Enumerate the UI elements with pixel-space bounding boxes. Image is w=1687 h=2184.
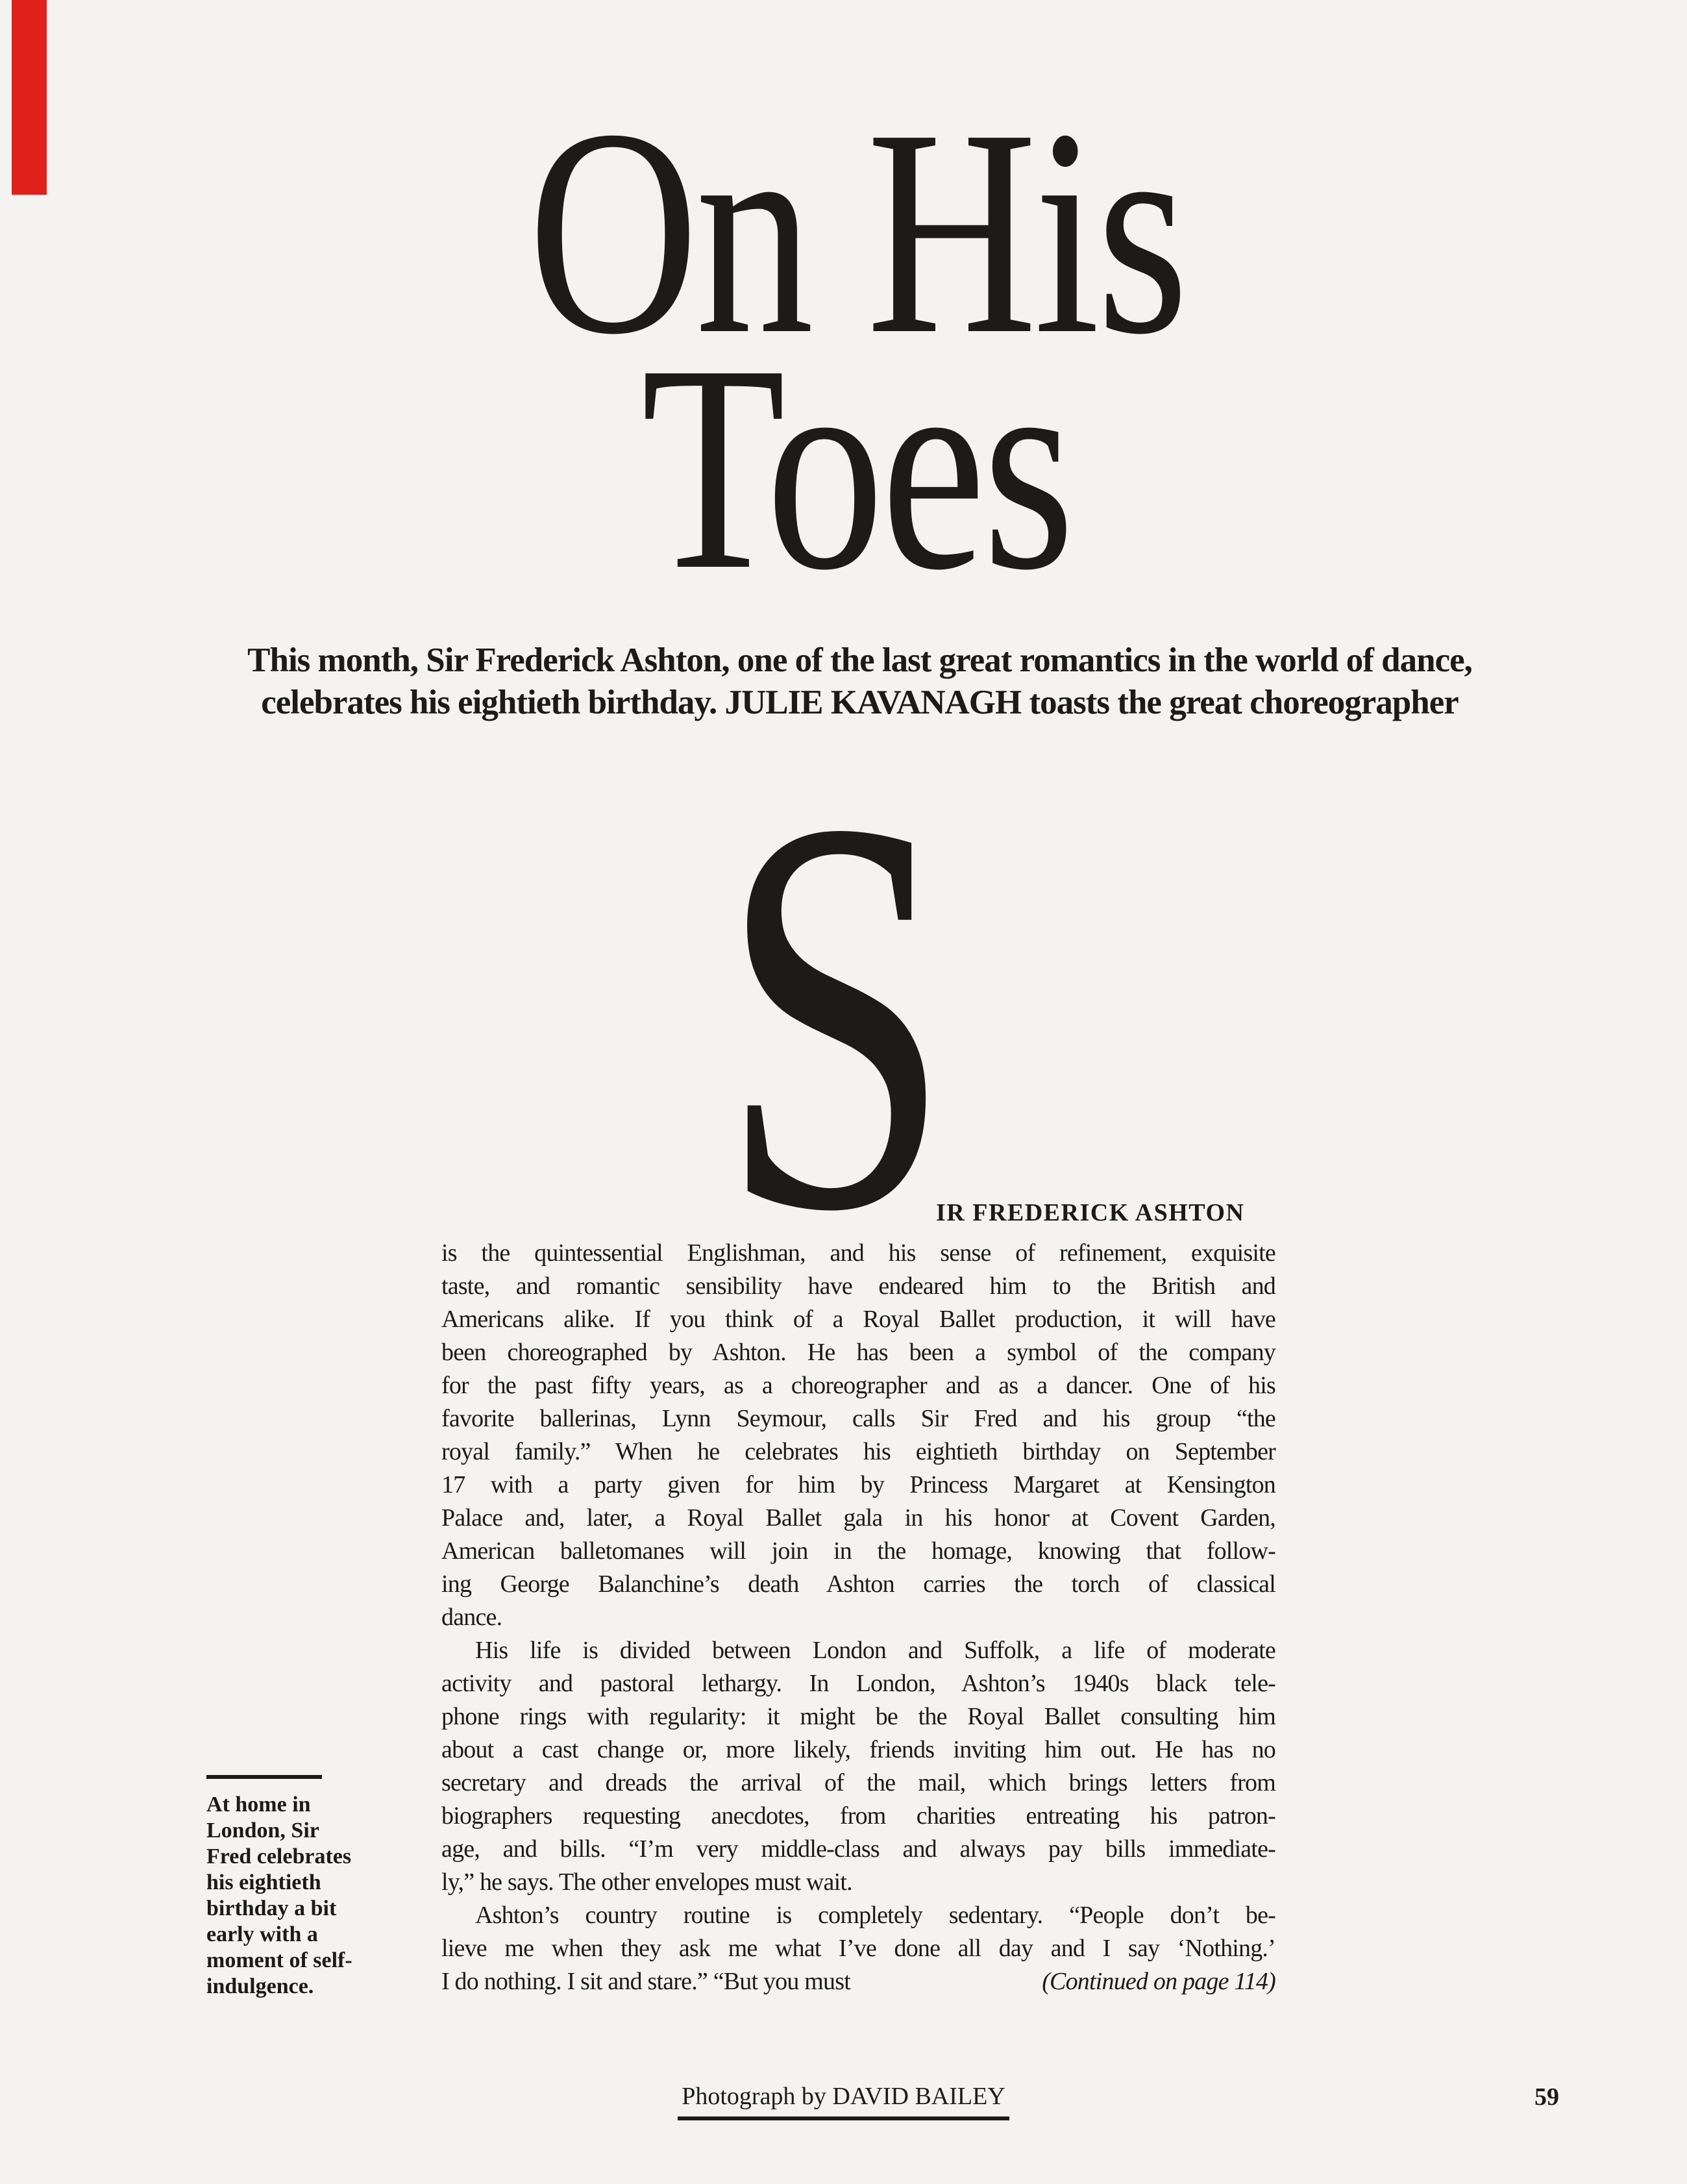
body-line: Palace and, later, a Royal Ballet gala in his honor at Covent Garden, xyxy=(441,1504,1275,1532)
headline-line-1-text: On His xyxy=(528,69,1185,395)
body-line-last xyxy=(441,1965,1275,1998)
body-line-last-text: I do nothing. I sit and stare.” “But you must xyxy=(441,1968,850,1995)
caption-line: At home in xyxy=(206,1793,311,1817)
body-line: Americans alike. If you think of a Royal Ballet production, it will have xyxy=(441,1306,1275,1333)
body-line: biographers requesting anecdotes, from charities entreating his patron- xyxy=(441,1802,1275,1830)
body-line: ly,” he says. The other envelopes must wait. xyxy=(441,1868,852,1896)
caption-rule xyxy=(206,1775,322,1779)
drop-cap-letter: S xyxy=(719,702,952,1328)
body-line: American balletomanes will join in the homage, knowing that follow- xyxy=(441,1537,1275,1565)
body-line: been choreographed by Ashton. He has been a symbol of the company xyxy=(441,1339,1275,1366)
caption-line: early with a xyxy=(206,1922,318,1946)
caption-line: his eightieth xyxy=(206,1870,321,1894)
body-line: for the past fifty years, as a choreographer and as a dancer. One of his xyxy=(441,1372,1275,1399)
body-line: lieve me when they ask me what I’ve done all day and I say ‘Nothing.’ xyxy=(441,1935,1275,1962)
caption-line: birthday a bit xyxy=(206,1896,337,1920)
body-line: phone rings with regularity: it might be the Royal Ballet consulting him xyxy=(441,1703,1275,1730)
body-line: about a cast change or, more likely, friends inviting him out. He has no xyxy=(441,1736,1275,1763)
photo-credit: Photograph by DAVID BAILEY xyxy=(678,2084,1009,2120)
body-line: His life is divided between London and Suffolk, a life of moderate xyxy=(475,1637,1275,1664)
body-line: taste, and romantic sensibility have endeared him to the British and xyxy=(441,1272,1275,1300)
body-line: activity and pastoral lethargy. In London, Ashton’s 1940s black tele- xyxy=(441,1670,1275,1697)
footer xyxy=(0,2084,1687,2120)
deck-line-1: This month, Sir Frederick Ashton, one of the last great romantics in the world of dance, xyxy=(247,641,1472,679)
body-line: Ashton’s country routine is completely sedentary. “People don’t be- xyxy=(475,1902,1275,1929)
headline-line-2-text: Toes xyxy=(641,304,1072,631)
headline-line-2 xyxy=(26,304,1687,631)
body-line: 17 with a party given for him by Princess Margaret at Kensington xyxy=(441,1471,1275,1498)
page-number: 59 xyxy=(1534,2083,1559,2111)
body-line: age, and bills. “I’m very middle-class and always pay bills immediate- xyxy=(441,1835,1275,1863)
photo-caption xyxy=(206,1792,401,2000)
caption-line: Fred celebrates xyxy=(206,1844,352,1868)
lede-smallcaps: IR FREDERICK ASHTON xyxy=(936,1199,1245,1226)
article-body xyxy=(441,1237,1275,1998)
deck-line-2: celebrates his eightieth birthday. JULIE KAVANAGH toasts the great choreographer xyxy=(261,684,1459,721)
body-line: favorite ballerinas, Lynn Seymour, calls Sir Fred and his group “the xyxy=(441,1405,1275,1432)
caption-line: moment of self- xyxy=(206,1948,352,1972)
body-line: royal family.” When he celebrates his eightieth birthday on September xyxy=(441,1438,1275,1465)
body-line: ing George Balanchine’s death Ashton carries the torch of classical xyxy=(441,1570,1275,1598)
caption-line: London, Sir xyxy=(206,1818,319,1843)
body-line: dance. xyxy=(441,1604,502,1631)
caption-line: indulgence. xyxy=(206,1974,314,1998)
continued-notice: (Continued on page 114) xyxy=(1042,1968,1275,1995)
body-line: is the quintessential Englishman, and his sense of refinement, exquisite xyxy=(441,1239,1275,1267)
body-line: secretary and dreads the arrival of the mail, which brings letters from xyxy=(441,1769,1275,1796)
